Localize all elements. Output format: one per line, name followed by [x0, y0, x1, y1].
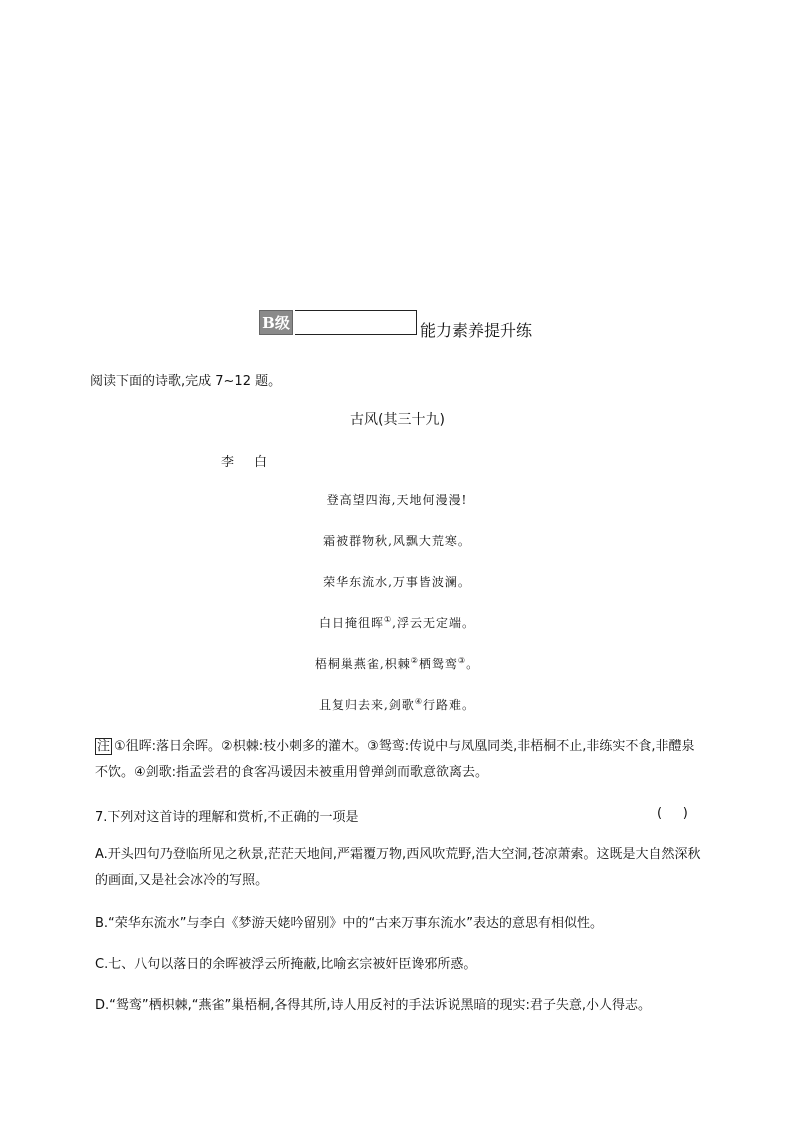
- poem-line: 荣华东流水,万事皆波澜。: [323, 575, 471, 589]
- footnote-ref: ④: [414, 697, 423, 706]
- poem-line-text: 梧桐巢燕雀,枳棘: [314, 657, 411, 671]
- question-stem: 7.下列对这首诗的理解和赏析,不正确的一项是: [95, 810, 359, 825]
- option-b[interactable]: B.“荣华东流水”与李白《梦游天姥吟留别》中的“古来万事东流水”表达的意思有相似性。: [95, 916, 603, 931]
- poem-line: 霜被群物秋,风飘大荒寒。: [323, 534, 471, 548]
- poem-line-text: 白日掩徂晖: [318, 616, 384, 630]
- poem-line-text: 且复归去来,剑歌: [318, 698, 415, 712]
- answer-bracket[interactable]: ( ): [657, 806, 688, 821]
- footnote-ref: ③: [457, 656, 467, 665]
- option-a[interactable]: A.开头四句乃登临所见之秋景,茫茫天地间,严霜覆万物,西风吹荒野,浩大空洞,苍凉萧索。这既是大自然深秋的画面,又是社会冰冷的写照。: [95, 847, 701, 888]
- reading-instruction: 阅读下面的诗歌,完成 7~12 题。: [90, 374, 282, 389]
- poem-line: [0, 655, 794, 672]
- poem-line-text: 。: [466, 657, 480, 671]
- poem-line-text: ,浮云无定端。: [392, 616, 475, 630]
- poem-line: [0, 696, 794, 713]
- footnote-ref: ①: [384, 615, 393, 624]
- option-d[interactable]: D.“鸳鸾”栖枳棘,“燕雀”巢梧桐,各得其所,诗人用反衬的手法诉说黑暗的现实:君子失意,小人得志。: [95, 998, 651, 1013]
- note-mark: 注: [97, 739, 111, 754]
- footnote-ref: ②: [410, 656, 419, 665]
- section-title: 能力素养提升练: [420, 321, 533, 340]
- level-badge: B级: [259, 310, 293, 335]
- note-text: ①徂晖:落日余晖。②枳棘:枝小刺多的灌木。③鸳鸾:传说中与凤凰同类,非梧桐不止,非练实不食,非醴泉不饮。④剑歌:指孟尝君的食客冯谖因未被重用曾弹剑而歌意欲离去。: [95, 739, 695, 780]
- option-c[interactable]: C.七、八句以落日的余晖被浮云所掩蔽,比喻玄宗被奸臣谗邪所惑。: [95, 957, 477, 972]
- poem-line-text: 栖鸳鸾: [418, 657, 458, 671]
- poem-note: [95, 734, 705, 786]
- poem-author: 李白: [221, 455, 288, 470]
- poem-title: 古风(其三十九): [350, 412, 445, 428]
- level-label-box: [295, 310, 417, 335]
- poem-line: 登高望四海,天地何漫漫!: [326, 493, 468, 507]
- poem-line: [0, 614, 794, 631]
- poem-line-text: 行路难。: [422, 698, 475, 712]
